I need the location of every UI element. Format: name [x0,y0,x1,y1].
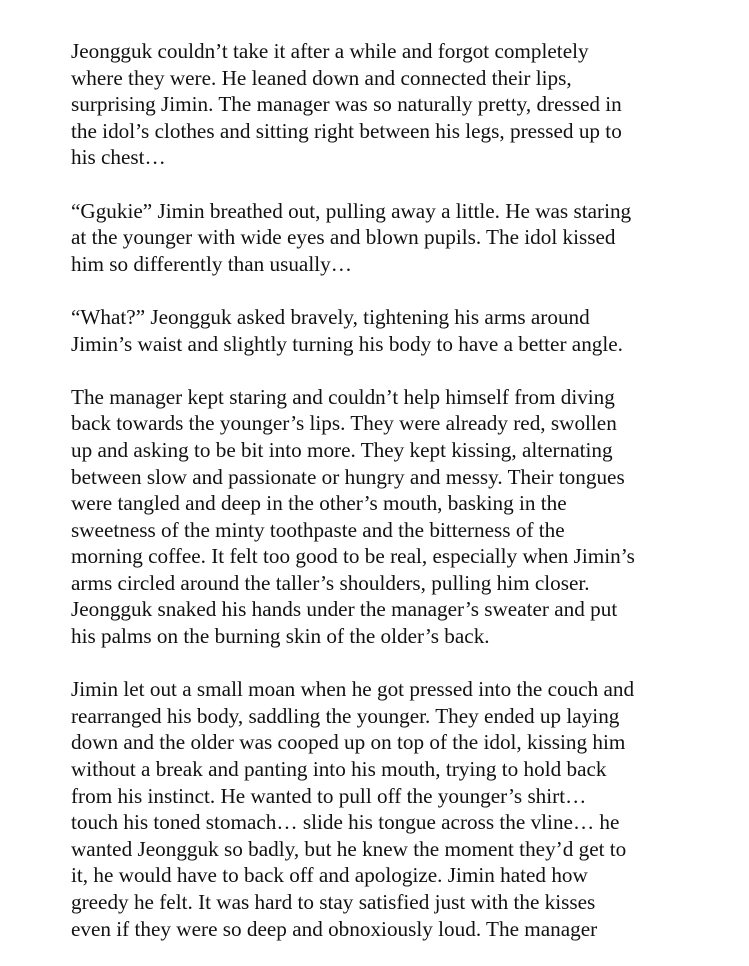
text-line: morning coffee. It felt too good to be real, especially when Jimin’s [71,544,635,569]
text-line: greedy he felt. It was hard to stay satisfied just with the kisses [71,890,596,914]
text-line: The manager kept staring and couldn’t help himself from diving [71,384,615,409]
text-line: rearranged his body, saddling the younger. They ended up laying [71,703,620,728]
text-line: surprising Jimin. The manager was so naturally pretty, dressed in [71,92,622,117]
text-line: up and asking to be bit into more. They kept kissing, alternating [71,437,613,462]
text-line: from his instinct. He wanted to pull off the younger’s shirt… [71,783,587,808]
paragraph-2 [71,198,709,278]
text-line: Jimin let out a small moan when he got pressed into the couch and [71,677,635,702]
text-line: between slow and passionate or hungry and messy. Their tongues [71,464,625,489]
text-line: touch his toned stomach… slide his tongue across the vline… he [71,810,620,835]
text-line: his palms on the burning skin of the older’s back. [71,624,490,649]
paragraph-5 [71,676,709,942]
text-line: “What?” Jeongguk asked bravely, tightening his arms around [71,304,590,329]
text-line: back towards the younger’s lips. They were already red, swollen [71,411,617,436]
text-line: Jeongguk snaked his hands under the manager’s sweater and put [71,597,618,622]
text-line: the idol’s clothes and sitting right between his legs, pressed up to [71,118,622,143]
paragraph-1 [71,38,709,171]
text-line: arms circled around the taller’s shoulders, pulling him closer. [71,570,590,595]
text-line: Jimin’s waist and slightly turning his body to have a better angle. [71,331,623,356]
text-line: wanted Jeongguk so badly, but he knew the moment they’d get to [71,836,627,861]
text-line: him so differently than usually… [71,251,352,276]
text-line: were tangled and deep in the other’s mouth, basking in the [71,491,567,516]
paragraph-4 [71,384,709,650]
text-line: his chest… [71,145,166,170]
text-line: even if they were so deep and obnoxiously loud. The manager [71,916,598,941]
text-line: it, he would have to back off and apologize. Jimin hated how [71,863,588,888]
text-line: down and the older was cooped up on top of the idol, kissing him [71,730,626,755]
text-line: “Ggukie” Jimin breathed out, pulling away a little. He was staring [71,198,632,223]
text-line: Jeongguk couldn’t take it after a while and forgot completely [71,39,589,63]
text-line: at the younger with wide eyes and blown pupils. The idol kissed [71,225,616,250]
text-line: where they were. He leaned down and connected their lips, [71,65,572,90]
text-line: without a break and panting into his mouth, trying to hold back [71,757,607,782]
text-line: sweetness of the minty toothpaste and the bitterness of the [71,517,565,542]
paragraph-3 [71,304,709,357]
